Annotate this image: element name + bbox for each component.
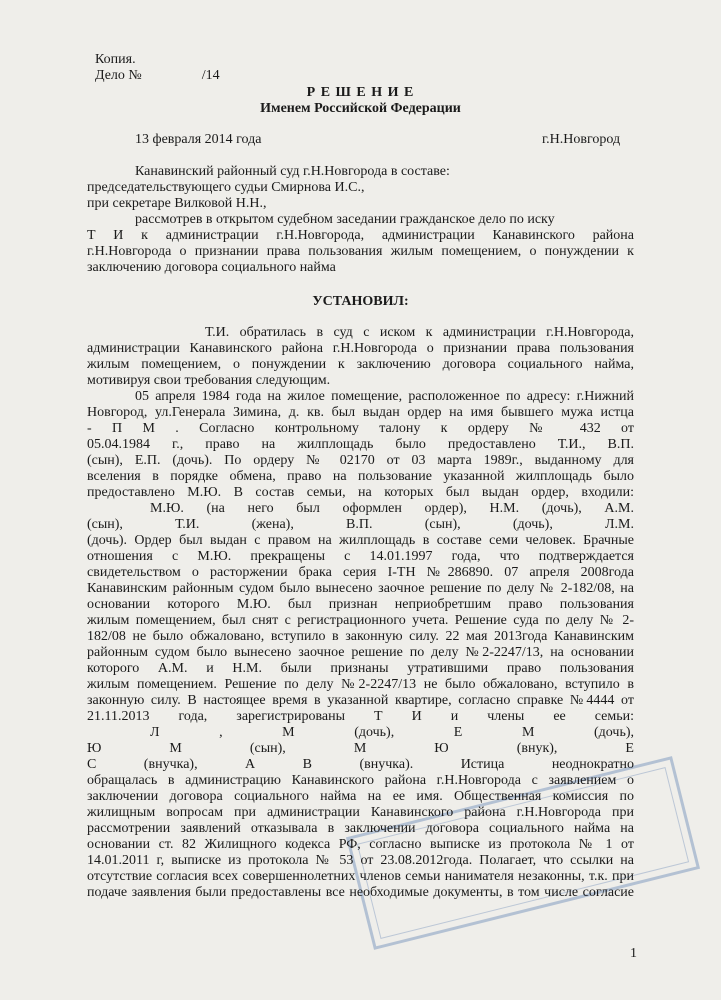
body-line: основании ст. 82 Жилищного кодекса РФ, согласно выписке из протокола № 1 от <box>87 837 634 852</box>
body-line: (дочь). Ордер был выдан с правом на жилплощадь в составе семи человек. Брачные <box>87 533 634 548</box>
body-line: отсутствие согласия всех совершеннолетних членов семьи нанимателя незаконны, т.к. при <box>87 869 634 884</box>
body-line: мотивируя свои требования следующим. <box>87 373 331 388</box>
body-line: С (внучка), А В (внучка). Истица неоднократно <box>87 757 634 772</box>
section-title: УСТАНОВИЛ: <box>312 294 409 309</box>
body-line: (сын), Т.И. (жена), В.П. (сын), (дочь), Л.М. <box>87 517 634 532</box>
body-line: жилым помещением, был снят с регистрационного учета. Решение суда по делу № 2- <box>87 613 634 628</box>
intro-line: г.Н.Новгорода о признании права пользования жилым помещением, о понуждении к <box>87 244 634 259</box>
intro-line: рассмотрев в открытом судебном заседании гражданское дело по иску <box>135 212 555 227</box>
body-line: районным судом было вынесено заочное решение по делу №2-2247/13, на основании <box>87 645 634 660</box>
intro-line: при секретаре Вилковой Н.Н., <box>87 196 267 211</box>
case-suffix: /14 <box>201 68 220 83</box>
intro-line: Т И к администрации г.Н.Новгорода, администрации Канавинского района <box>87 228 634 243</box>
body-line: которого А.М. и Н.М. были признаны утратившими право пользования <box>87 661 634 676</box>
intro-line: Канавинский районный суд г.Н.Новгорода в составе: <box>135 164 450 179</box>
body-line: Канавинским районным судом было вынесено заочное решение по делу № 2-182/08, на <box>87 581 634 596</box>
intro-line: заключению договора социального найма <box>87 260 336 275</box>
body-line: жилищным вопросам при администрации Канавинского района г.Н.Новгорода при <box>87 805 634 820</box>
body-line: Т.И. обратилась в суд с иском к администрации г.Н.Новгорода, <box>205 325 634 340</box>
decision-city: г.Н.Новгород <box>542 132 621 147</box>
body-line: Новгород, ул.Генерала Зимина, д. кв. был выдан ордер на имя бывшего мужа истца <box>87 405 634 420</box>
case-number <box>95 68 220 84</box>
body-line: заключении договора социального найма на ее имя. Общественная комиссия по <box>87 789 634 804</box>
body-line: предоставлено М.Ю. В состав семьи, на которых был выдан ордер, входили: <box>87 485 634 500</box>
body-line: 05.04.1984 г., право на жилплощадь было предоставлено Т.И., В.П. <box>87 437 634 452</box>
copy-label: Копия. <box>95 52 136 67</box>
body-line: 21.11.2013 года, зарегистрированы Т И и члены ее семьи: <box>87 709 634 724</box>
body-line: 05 апреля 1984 года на жилое помещение, расположенное по адресу: г.Нижний <box>135 389 634 404</box>
body-line: жилым помещением, о понуждении к заключению договора социального найма, <box>87 357 634 372</box>
body-line: Ю М (сын), М Ю (внук), Е <box>87 741 634 756</box>
decision-date: 13 февраля 2014 года <box>135 132 262 147</box>
body-line: М.Ю. (на него был оформлен ордер), Н.М. (дочь), А.М. <box>150 501 634 516</box>
intro-line: председательствующего судьи Смирнова И.С., <box>87 180 365 195</box>
body-line: 182/08 не было обжаловано, вступило в законную силу. 22 мая 2013года Канавинским <box>87 629 634 644</box>
body-line: рассмотрении заявлений отказывала в заключении договора социального найма на <box>87 821 634 836</box>
body-line: свидетельством о расторжении брака серия I-ТН №286890. 07 апреля 2008года <box>87 565 634 580</box>
page-number: 1 <box>630 946 637 961</box>
body-line: жилым помещением. Решение по делу №2-2247/13 не было обжаловано, вступило в <box>87 677 634 692</box>
body-line: обращалась в администрацию Канавинского района г.Н.Новгорода с заявлением о <box>87 773 634 788</box>
body-line: отношения с М.Ю. прекращены с 14.01.1997 года, что подтверждается <box>87 549 634 564</box>
case-label: Дело № <box>95 68 142 83</box>
body-line: основании которого М.Ю. был признан неприобретшим право пользования <box>87 597 634 612</box>
body-line: (сын), Е.П. (дочь). По ордеру № 02170 от 03 марта 1989г., выданному для <box>87 453 634 468</box>
body-line: - П М . Согласно контрольному талону к ордеру № 432 от <box>87 421 634 436</box>
body-line: Л , М (дочь), Е М (дочь), <box>150 725 634 740</box>
body-line: подаче заявления были предоставлены все необходимые документы, в том числе согласие <box>87 885 634 900</box>
name-of-federation: Именем Российской Федерации <box>260 101 461 116</box>
decision-title: Р Е Ш Е Н И Е <box>306 85 415 100</box>
body-line: вселения в порядке обмена, право на пользование указанной жилплощадь было <box>87 469 634 484</box>
body-line: законную силу. В настоящее время в указанной квартире, согласно справке №4444 от <box>87 693 634 708</box>
body-line: 14.01.2011 г, выписке из протокола № 53 от 23.08.2012года. Полагает, что ссылки на <box>87 853 634 868</box>
body-line: администрации Канавинского района г.Н.Новгорода о признании права пользования <box>87 341 634 356</box>
